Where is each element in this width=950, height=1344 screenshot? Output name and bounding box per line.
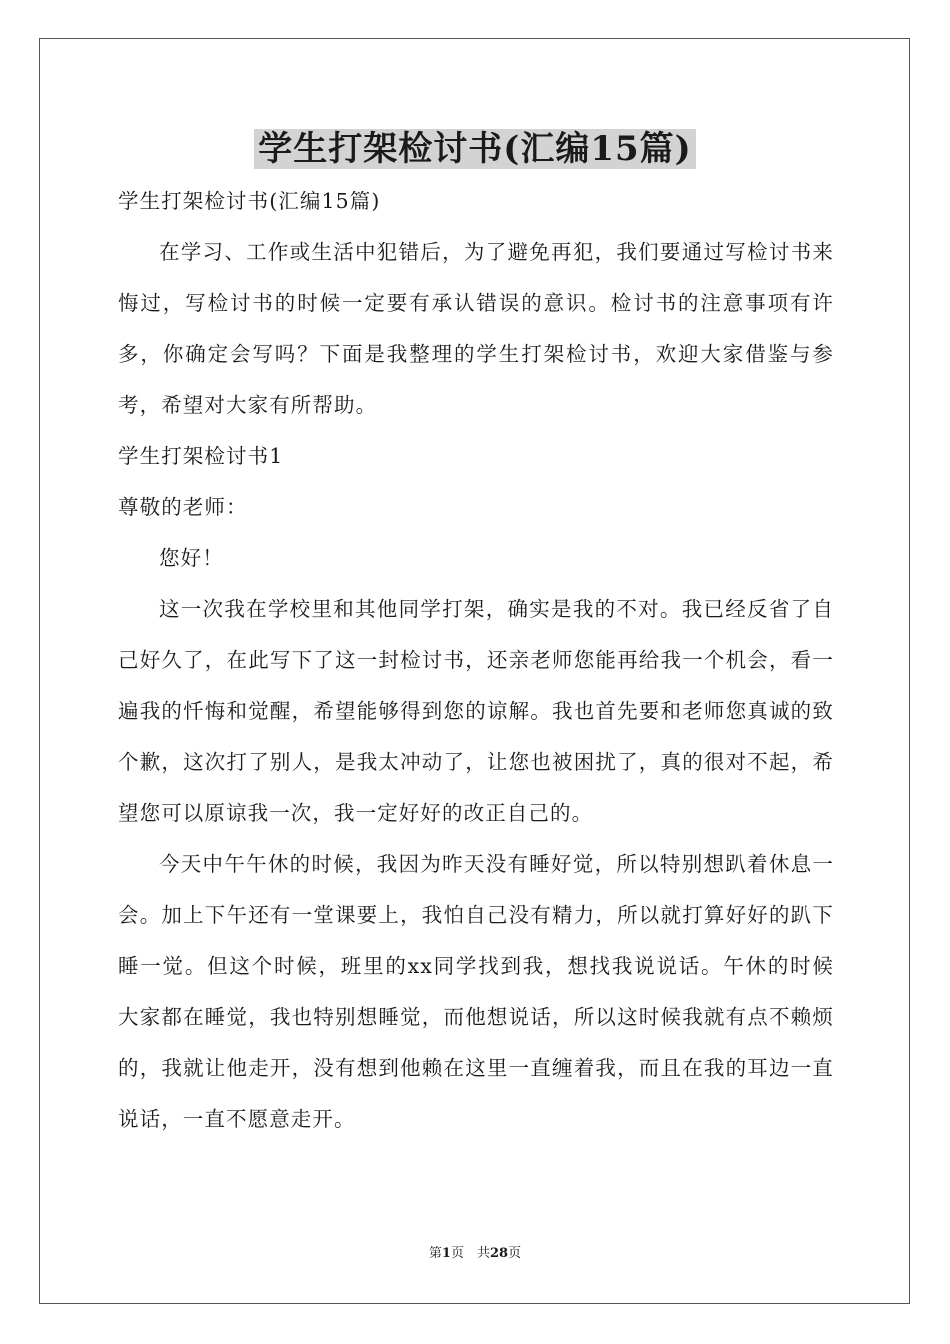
- document-body: [118, 176, 834, 1145]
- body-paragraph: 这一次我在学校里和其他同学打架，确实是我的不对。我已经反省了自己好久了，在此写下了这一封检讨书，还亲老师您能再给我一个机会，看一遍我的忏悔和觉醒，希望能够得到您的谅解。我也首先要和老师您真诚的致个歉，这次打了别人，是我太冲动了，让您也被困扰了，真的很对不起，希望您可以原谅我一次，我一定好好的改正自己的。: [118, 597, 834, 825]
- page-number-total: 28: [489, 1246, 509, 1261]
- document-title: [0, 126, 950, 172]
- page-footer: [0, 1245, 950, 1263]
- page-number-current: 1: [441, 1246, 451, 1261]
- greeting: 您好！: [159, 546, 224, 570]
- document-title-text: 学生打架检讨书(汇编15篇): [254, 129, 696, 169]
- section-heading: 学生打架检讨书1: [118, 444, 284, 468]
- intro-paragraph: 在学习、工作或生活中犯错后，为了避免再犯，我们要通过写检讨书来悔过，写检讨书的时候一定要有承认错误的意识。检讨书的注意事项有许多，你确定会写吗？下面是我整理的学生打架检讨书，欢迎大家借鉴与参考，希望对大家有所帮助。: [118, 240, 834, 417]
- body-paragraph: 今天中午午休的时候，我因为昨天没有睡好觉，所以特别想趴着休息一会。加上下午还有一堂课要上，我怕自己没有精力，所以就打算好好的趴下睡一觉。但这个时候，班里的xx同学找到我，想找我说说话。午休的时候大家都在睡觉，我也特别想睡觉，而他想说话，所以这时候我就有点不赖烦的，我就让他走开，没有想到他赖在这里一直缠着我，而且在我的耳边一直说话，一直不愿意走开。: [118, 852, 834, 1131]
- salutation: 尊敬的老师：: [118, 495, 248, 519]
- page-number-mid: 页 共: [450, 1246, 490, 1261]
- document-subtitle: 学生打架检讨书(汇编15篇): [118, 189, 381, 213]
- page-number-suffix: 页: [508, 1246, 522, 1261]
- page-number-prefix: 第: [428, 1246, 442, 1261]
